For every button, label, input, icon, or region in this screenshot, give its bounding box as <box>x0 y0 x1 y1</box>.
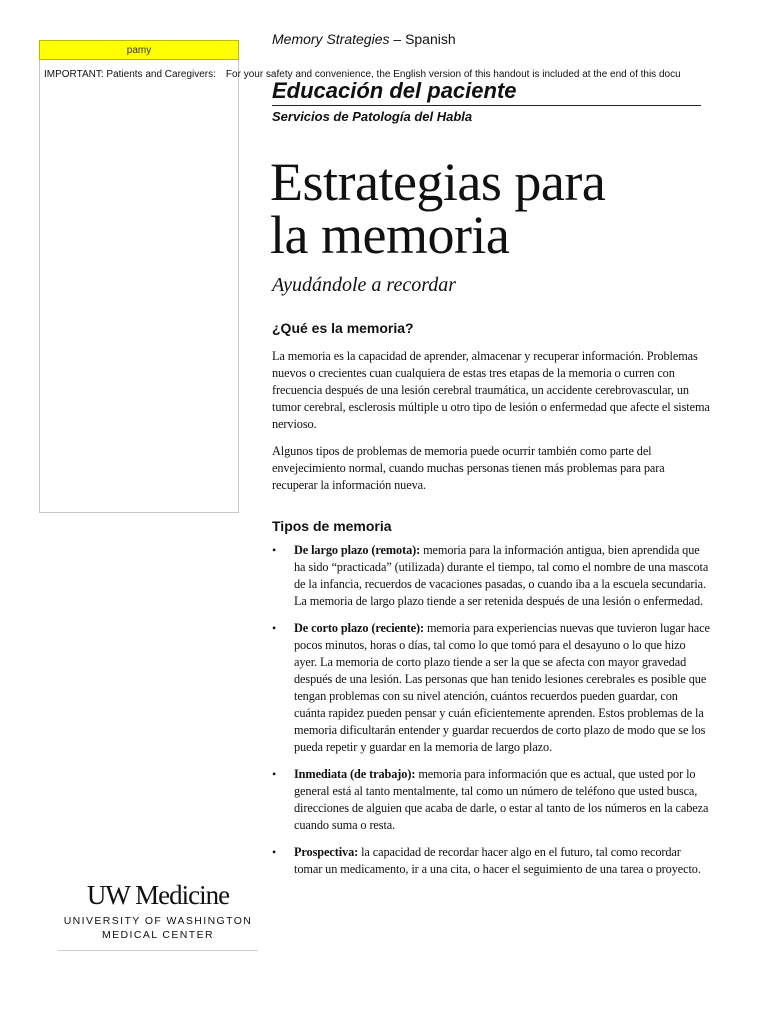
list-item-term: Inmediata (de trabajo): <box>294 767 416 781</box>
list-item <box>272 844 710 878</box>
list-item-text: memoria para experiencias nuevas que tuvieron lugar hace pocos minutos, horas o días, tal como lo que tomó para el desayuno o lo que hizo ayer. La memoria de corto plazo tiende a ser la que se afecta con mayor gravedad después de una lesión. Las personas que han tenido lesiones cerebrales es posible que tengan problemas con su nivel atención, cuántos recuerdos pueden guardar, con cuánta rapidez pueden pensar y cuán eficientemente aprenden. Estos problemas de la memoria dificultarán entender y guardar recuerdos de corto plazo de modo que se los pueda repetir y guardar en la memoria de largo plazo. <box>294 621 710 754</box>
list-item-term: De largo plazo (remota): <box>294 543 421 557</box>
logo-brand: UW Medicine <box>86 880 230 910</box>
bullet-icon: • <box>272 767 277 781</box>
series-name: Memory Strategies <box>272 31 390 47</box>
paragraph: Algunos tipos de problemas de memoria puede ocurrir también como parte del envejecimiento normal, cuando muchas personas tienen más problemas para para recuperar la información nueva. <box>272 444 665 492</box>
main-content <box>272 320 710 888</box>
page-title <box>270 152 710 265</box>
series-separator: – <box>389 31 406 47</box>
logo-institution-line-1: UNIVERSITY OF WASHINGTON <box>63 915 253 927</box>
list-item <box>272 766 710 834</box>
paragraph: La memoria es la capacidad de aprender, almacenar y recuperar información. Problemas nuevos o crecientes cuan cualquiera de estas tres etapas de la memoria o curren con frecuencia después de una lesión cerebral traumática, un accidente cerebrovascular, un tumor cerebral, esclerosis múltiple u otro tipo de lesión o enfermedad que afecte el sistema nervioso. <box>272 349 710 431</box>
list-item-text: la capacidad de recordar hacer algo en el futuro, tal como recordar tomar un medicamento, ir a una cita, o hacer el seguimiento de una tarea o proyecto. <box>294 845 701 876</box>
tag-label: pamy <box>39 40 239 60</box>
list-item-text: memoria para la información antigua, bien aprendida que ha sido “practicada” (utilizada) durante el tiempo, tal como el nombre de una mascota de la infancia, recuerdos de vacaciones pasadas, o cuando iba a la escuela secundaria. La memoria de largo plazo tiende a ser retenida después de una lesión o enfermedad. <box>294 543 709 608</box>
important-note: For your safety and convenience, the English version of this handout is included at the end of this docu <box>225 69 681 80</box>
memory-types-list <box>272 542 710 878</box>
list-item <box>272 542 710 610</box>
logo-institution <box>58 914 258 942</box>
series-language: Spanish <box>405 31 456 47</box>
title-line-2: la memoria <box>270 205 510 265</box>
page-subtitle: Ayudándole a recordar <box>272 274 457 296</box>
section-heading-memory-types: Tipos de memoria <box>272 518 392 534</box>
bullet-icon: • <box>272 543 277 557</box>
sidebar-panel <box>39 40 239 513</box>
list-item-term: De corto plazo (reciente): <box>294 621 424 635</box>
series-title <box>272 31 456 47</box>
header-divider <box>272 105 701 106</box>
bullet-icon: • <box>272 845 277 859</box>
list-item-term: Prospectiva: <box>294 845 359 859</box>
bullet-icon: • <box>272 621 277 635</box>
list-item-text: memoria para información que es actual, que usted por lo general está al tanto mentalmente, tal como un número de teléfono que usted busca, direcciones de alguien que acaba de darle, o estar al tanto de los números en la cabeza cuando suma o resta. <box>294 767 709 832</box>
department-name: Servicios de Patología del Habla <box>272 109 473 124</box>
section-heading-what-is-memory: ¿Qué es la memoria? <box>272 320 414 336</box>
logo-institution-line-2: MEDICAL CENTER <box>102 929 214 941</box>
uw-medicine-logo <box>58 880 258 951</box>
patient-education-title: Educación del paciente <box>272 78 517 103</box>
list-item <box>272 620 710 756</box>
title-line-1: Estrategias para <box>270 152 606 212</box>
important-prefix: IMPORTANT: Patients and Caregivers: <box>44 69 216 80</box>
logo-divider <box>58 950 258 951</box>
